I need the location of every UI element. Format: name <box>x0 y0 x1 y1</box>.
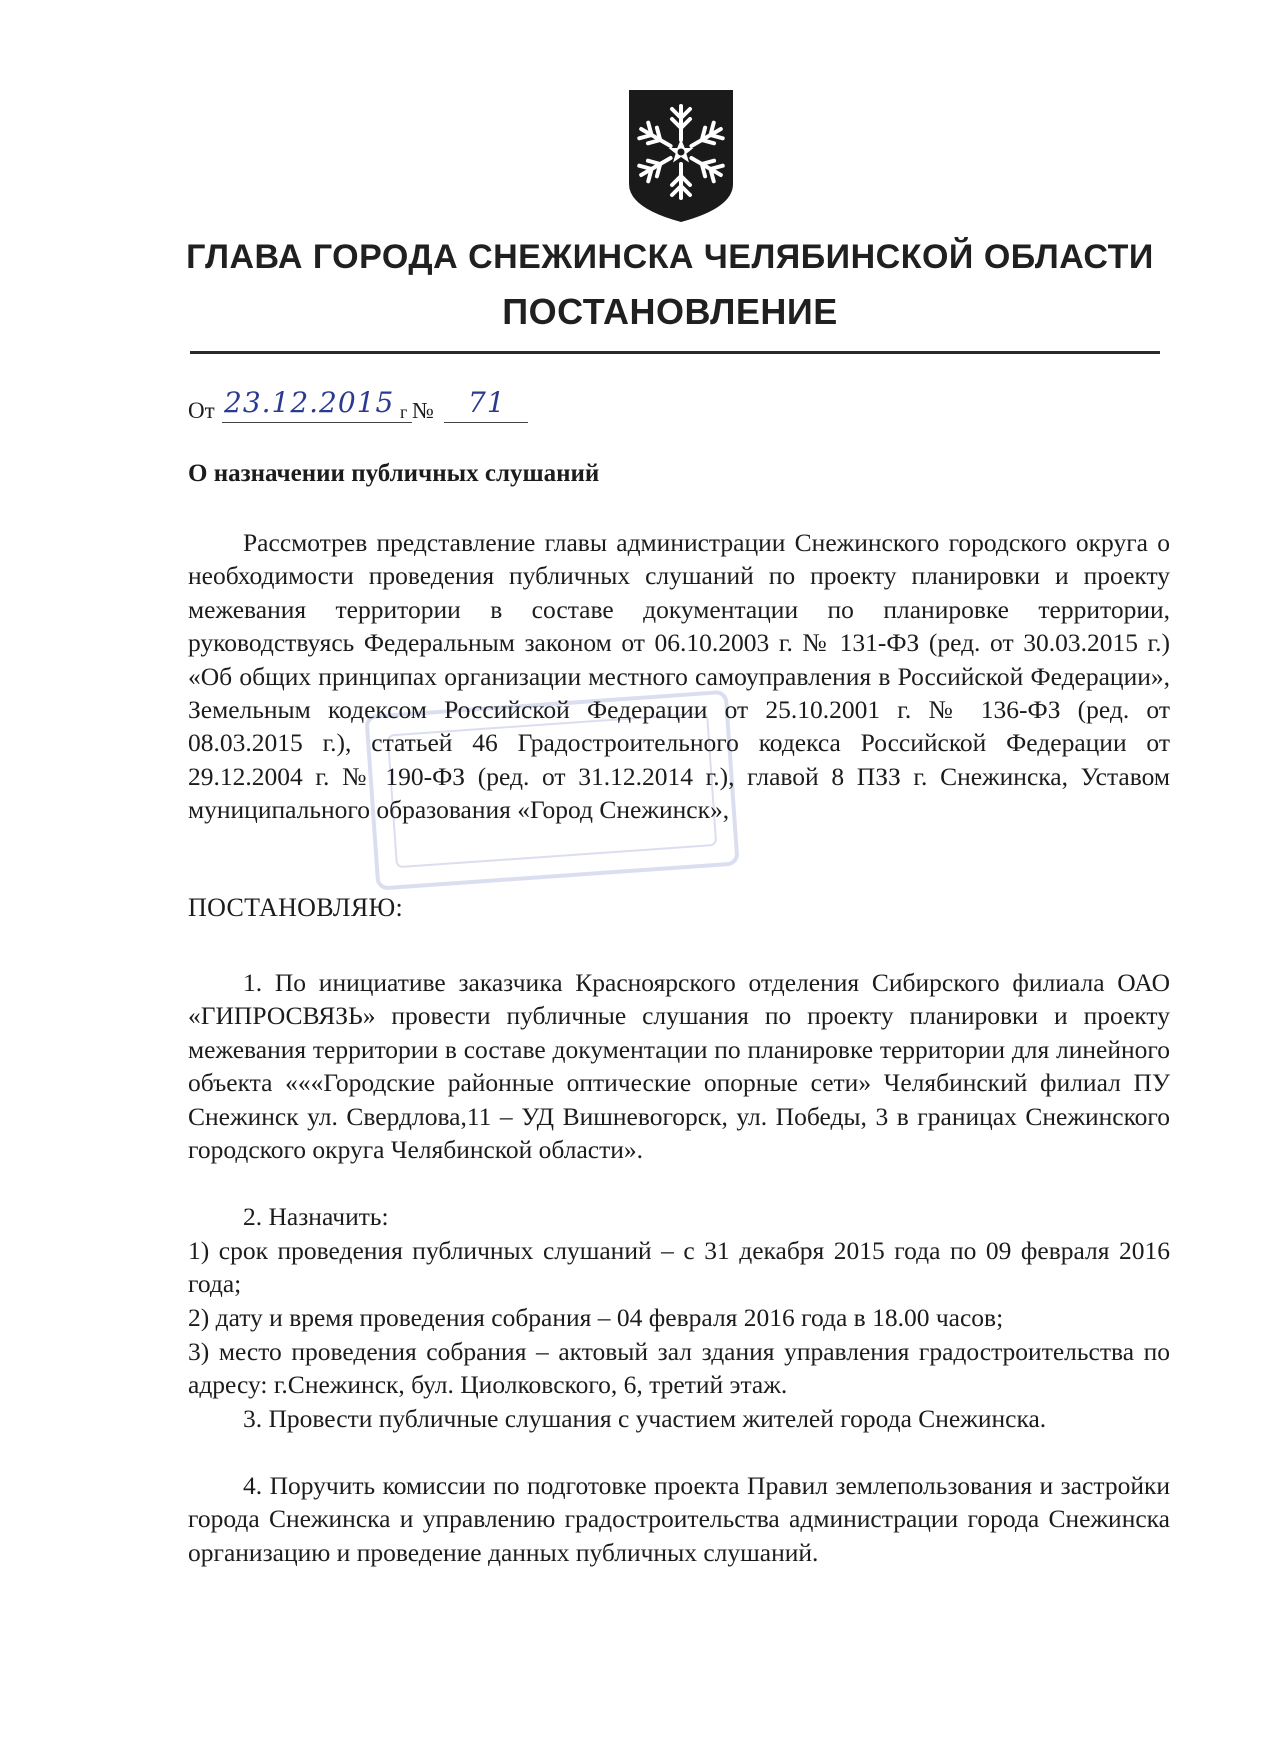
item-2-subitem-2: 2) дату и время проведения собрания – 04 февраля 2016 года в 18.00 часов; <box>188 1303 1004 1332</box>
number-underline <box>444 422 528 423</box>
document-type: ПОСТАНОВЛЕНИЕ <box>502 291 838 332</box>
resolve-heading: ПОСТАНОВЛЯЮ: <box>188 893 404 922</box>
item-1: 1. По инициативе заказчика Красноярского отделения Сибирского филиала ОАО «ГИПРОСВЯЗЬ» провести публичные слушания по проекту планировки и проекту межевания территории в составе документации по планировке территории для линейного объекта «««Городские районные оптические опорные сети» Челябинский филиал ПУ Снежинск ул. Свердлова,11 – УД Вишневогорск, ул. Победы, 3 в границах Снежинского городского округа Челябинской области». <box>188 968 1170 1165</box>
city-emblem <box>625 86 737 226</box>
date-suffix: г <box>400 402 408 422</box>
item-4: 4. Поручить комиссии по подготовке проекта Правил землепользования и застройки города Снежинска и управлению градостроительства администрации города Снежинска организацию и проведение данных публичных слушаний. <box>188 1471 1170 1567</box>
item-2-subitem-3: 3) место проведения собрания – актовый зал здания управления градостроительства по адресу: г.Снежинск, бул. Циолковского, 6, третий этаж. <box>188 1337 1170 1400</box>
preamble-paragraph: Рассмотрев представление главы администрации Снежинского городского округа о необходимости проведения публичных слушаний по проекту планировки и проекту межевания территории в составе документации по планировке территории, руководствуясь Федеральным законом от 06.10.2003 г. № 131-ФЗ (ред. от 30.03.2015 г.) «Об общих принципах организации местного самоуправления в Российской Федерации», Земельным кодексом Российской Федерации от 25.10.2001 г. № 136-ФЗ (ред. от 08.03.2015 г.), статьей 46 Градостроительного кодекса Российской Федерации от 29.12.2004 г. № 190-ФЗ (ред. от 31.12.2014 г.), главой 8 ПЗЗ г. Снежинска, Уставом муниципального образования «Город Снежинск», <box>188 528 1170 825</box>
number-label: № <box>412 398 434 423</box>
document-subject: О назначении публичных слушаний <box>188 460 600 487</box>
item-2-subitem-1: 1) срок проведения публичных слушаний – с 31 декабря 2015 года по 09 февраля 2016 года; <box>188 1236 1170 1299</box>
item-3: 3. Провести публичные слушания с участием жителей города Снежинска. <box>243 1404 1047 1433</box>
issuer-title: ГЛАВА ГОРОДА СНЕЖИНСКА ЧЕЛЯБИНСКОЙ ОБЛАСТИ <box>186 238 1154 276</box>
handwritten-number: 71 <box>468 386 506 419</box>
item-2: 2. Назначить: <box>243 1202 389 1231</box>
date-label: От <box>188 398 215 423</box>
date-underline <box>222 422 412 423</box>
header-divider <box>190 351 1160 354</box>
snowflake-star-emblem-icon <box>625 86 737 226</box>
handwritten-date: 23.12.2015 <box>224 386 395 419</box>
